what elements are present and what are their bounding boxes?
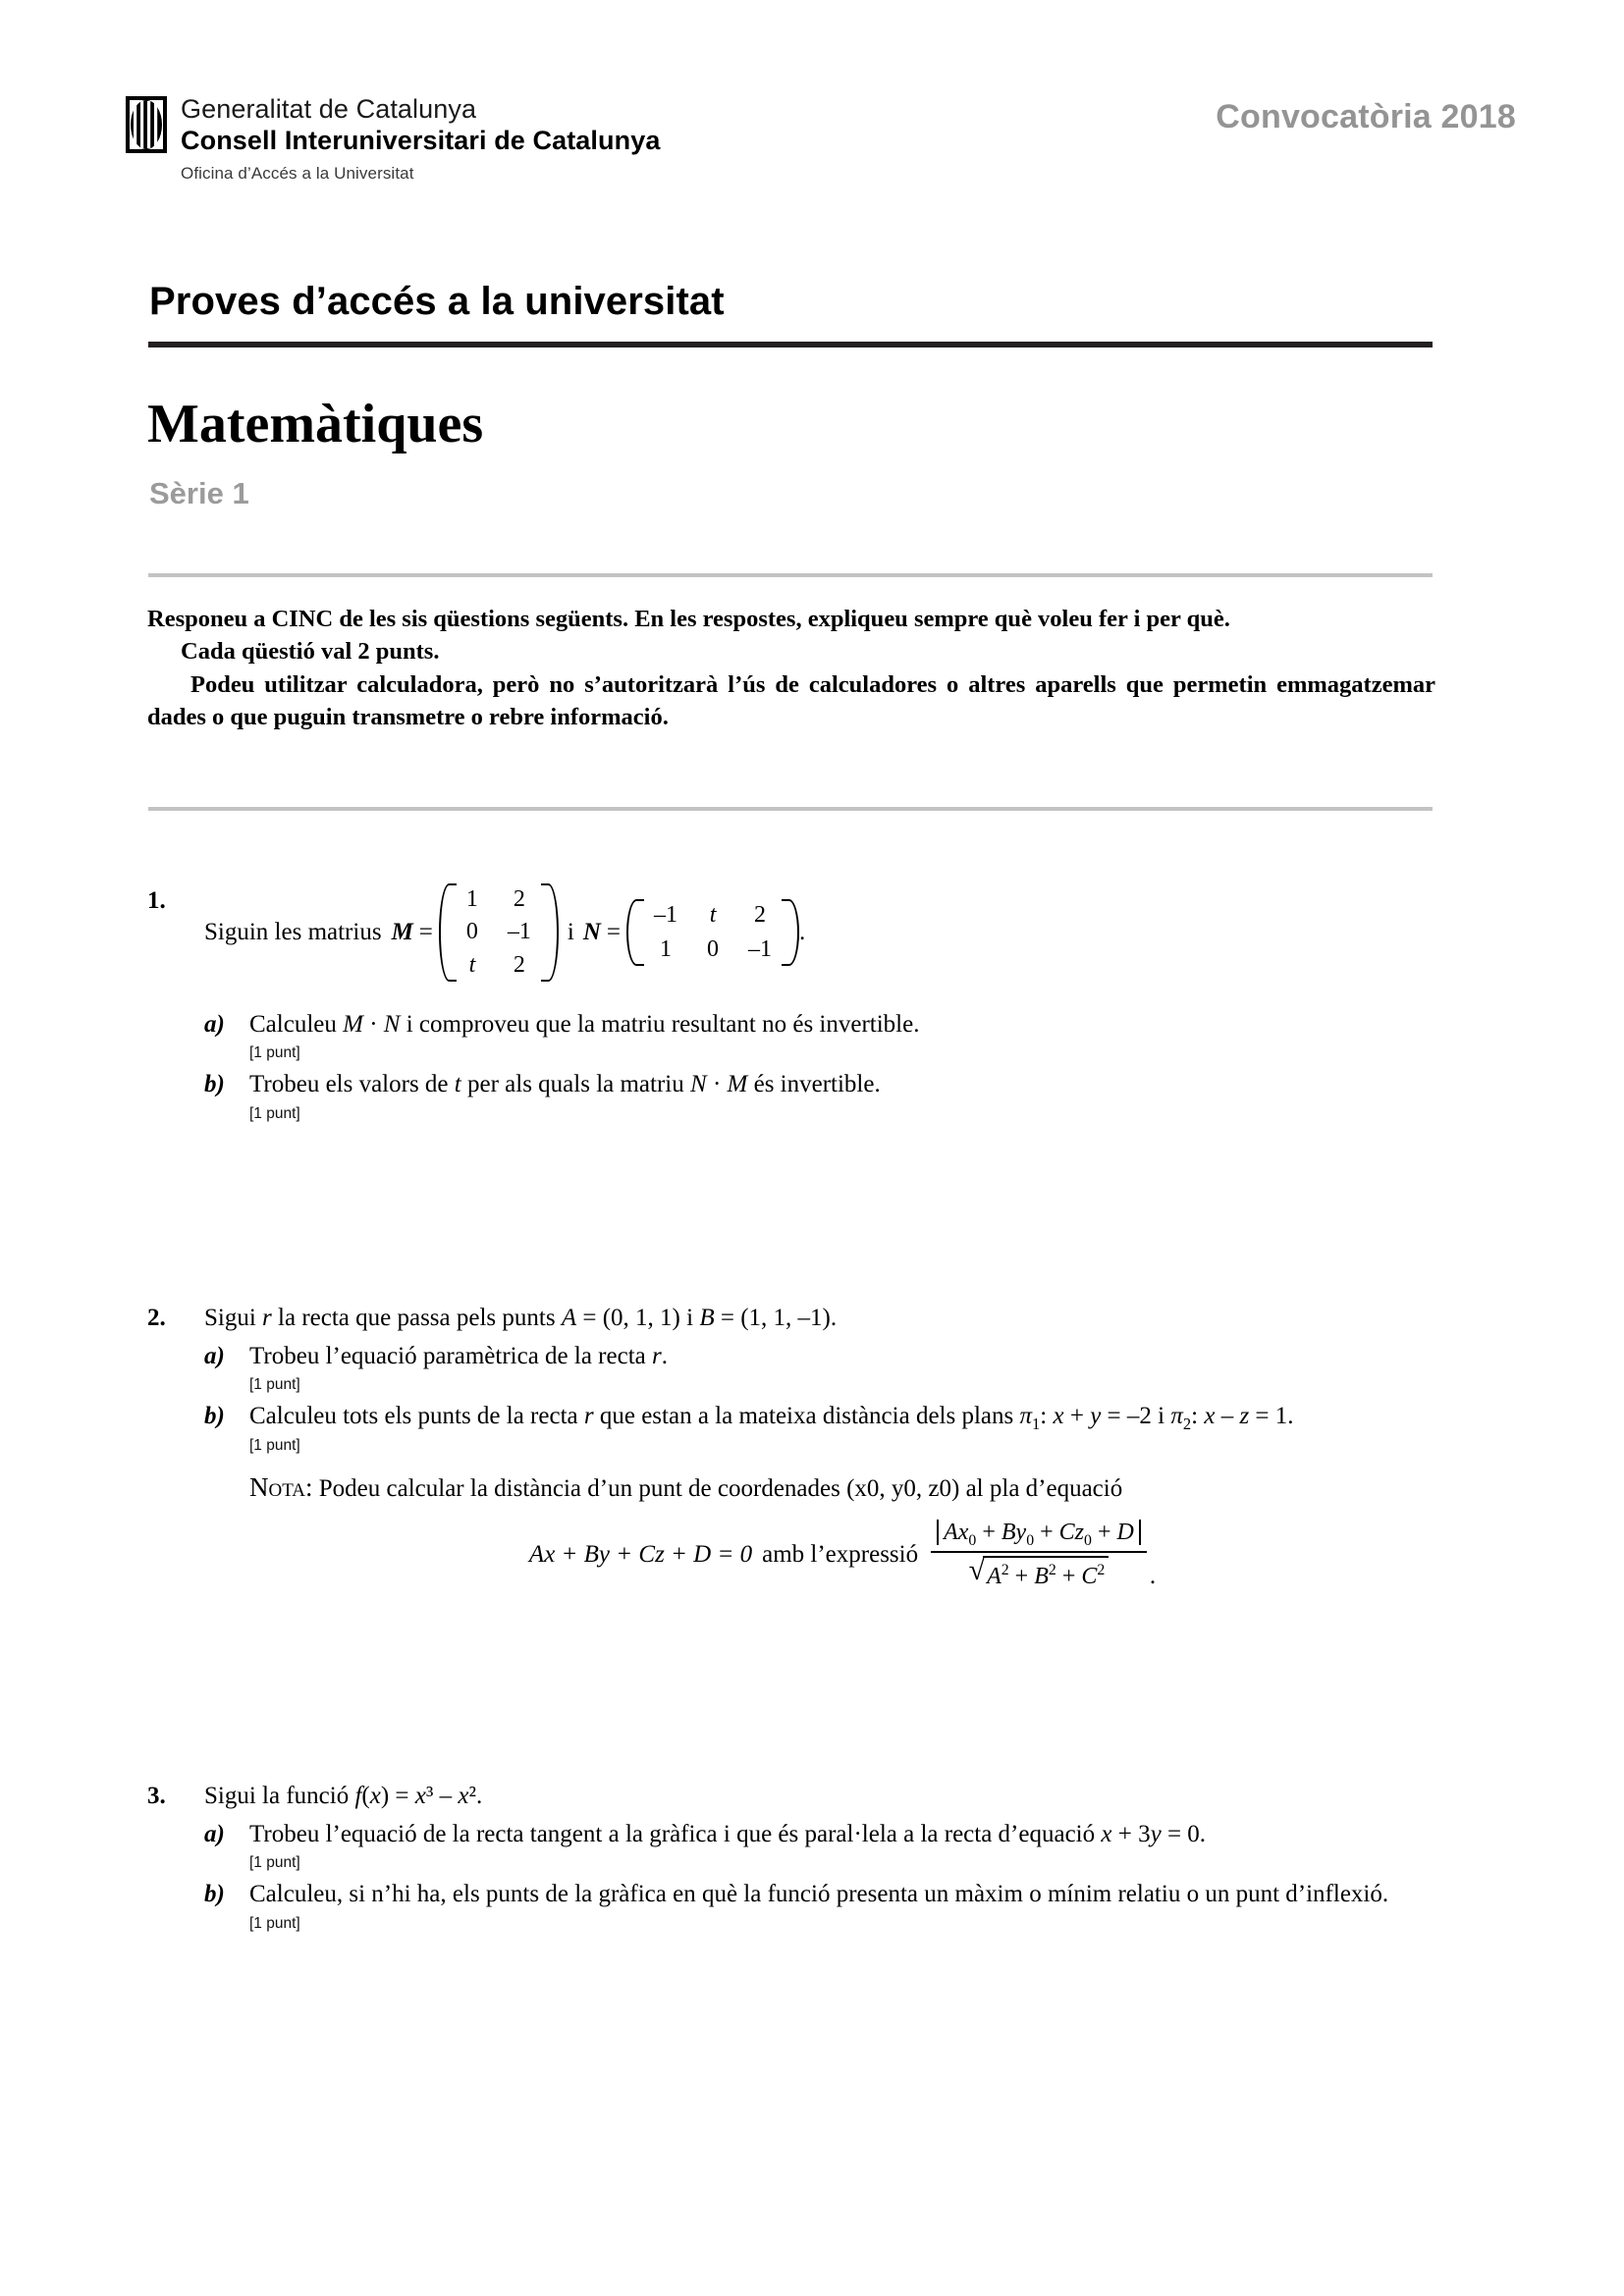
matrix-N-cell: t [709,901,717,928]
org-line-oficina: Oficina d’Accés a la Universitat [181,164,414,184]
matrix-N-paren-right [782,899,799,967]
matrix-N-cell: 1 [660,935,673,962]
question-1-stem-text: Siguin les matrius [204,919,382,946]
instruction-line-1: Responeu a CINC de les sis qüestions següents. En les respostes, expliqueu sempre què voleu fer i per què. [147,606,1230,632]
matrix-M-cell: 0 [465,919,478,945]
matrix-M [439,883,559,982]
note-text-pre: Podeu calcular la distància d’un punt de coordenades (x0, y0, z0) al pla d’equació [318,1474,1123,1502]
matrix-N [626,899,799,967]
question-2-stem: Sigui r la recta que passa pels punts A = (0, 1, 1) i B = (1, 1, –1). [204,1305,838,1331]
question-3a-label: a) [204,1820,225,1847]
question-1a-points: [1 punt] [249,1044,300,1062]
question-3b-points: [1 punt] [249,1914,300,1932]
note-formula [249,1516,1435,1593]
question-1-stem-period: . [799,919,806,946]
question-2a-points: [1 punt] [249,1376,300,1393]
question-1b-text: Trobeu els valors de t per als quals la matriu N · M és invertible. [249,1071,881,1098]
matrix-N-label: N [582,919,601,946]
note-text-mid: amb l’expressió [762,1540,919,1568]
organization-block [126,94,660,184]
document-header [126,94,1516,184]
note-period: . [1149,1562,1157,1589]
question-1a-text: Calculeu M · N i comproveu que la matriu resultant no és invertible. [249,1010,920,1038]
question-3a-text: Trobeu l’equació de la recta tangent a la gràfica i que és paral·lela a la recta d’equació x + 3y = 0. [249,1820,1207,1847]
subject-title: Matemàtiques [147,394,484,454]
question-1-conjunction: i [567,919,574,946]
question-3b [204,1877,1435,1935]
matrix-M-cell: 1 [465,886,478,912]
instructions-divider-bottom [148,807,1433,811]
note-label: Nota: [249,1471,313,1502]
matrix-N-equals: = [606,919,622,946]
question-2a [204,1339,1435,1397]
matrix-M-grid [457,883,541,982]
matrix-N-cell: –1 [748,935,773,962]
fraction-denominator: √ $A^2 + B^2 + C^2$ [963,1553,1115,1593]
question-3 [147,1779,1435,1935]
matrix-N-paren-left [626,899,644,967]
instructions-divider-top [148,573,1433,577]
question-1 [147,883,1435,1125]
question-3b-label: b) [204,1881,225,1907]
question-2b [204,1399,1435,1457]
matrix-N-grid [644,899,782,967]
question-2b-label: b) [204,1403,225,1429]
question-1-number: 1. [147,887,166,914]
question-1b [204,1067,1435,1125]
question-3a [204,1817,1435,1875]
generalitat-catalunya-emblem-icon [126,96,167,153]
question-1-stem [204,883,1435,982]
instructions-block [147,603,1435,733]
question-3-stem: Sigui la funció f(x) = x³ – x². [204,1783,483,1809]
matrix-M-paren-left [439,883,457,982]
instruction-line-3: Podeu utilitzar calculadora, però no s’autoritzarà l’ús de calculadores o altres aparells que permetin emmagatzemar dades o que puguin transmetre o rebre informació. [147,670,1435,730]
question-3a-points: [1 punt] [249,1854,300,1871]
question-1a [204,1007,1435,1065]
question-2-note [249,1468,1435,1594]
matrix-N-cell: 0 [707,935,720,962]
matrix-M-cell: t [468,951,476,978]
matrix-M-cell: 2 [513,886,525,912]
question-2 [147,1301,1435,1593]
question-3-number: 3. [147,1783,166,1809]
question-3b-text: Calculeu, si n’hi ha, els punts de la gràfica en què la funció presenta un màxim o mínim relatiu o un punt d’inflexió. [249,1881,1389,1907]
org-line-consell: Consell Interuniversitari de Catalunya [181,126,661,156]
question-2a-text: Trobeu l’equació paramètrica de la recta r. [249,1342,668,1369]
question-2-body [204,1301,1435,1593]
title-divider-dark [148,342,1433,347]
matrix-M-equals: = [418,919,433,946]
matrix-N-cell: 2 [754,901,767,928]
matrix-N-cell: –1 [654,901,678,928]
organization-names [181,94,660,184]
distance-fraction [931,1516,1147,1593]
matrix-M-label: M [391,919,413,946]
fraction-numerator: $Ax_0 + By_0 + Cz_0 + D$ [931,1516,1147,1551]
question-1-body [204,883,1435,1125]
question-2a-label: a) [204,1342,225,1369]
org-line-generalitat: Generalitat de Catalunya [181,94,477,124]
question-1b-points: [1 punt] [249,1104,300,1122]
question-3-body [204,1779,1435,1935]
question-2b-points: [1 punt] [249,1436,300,1454]
matrix-M-cell: 2 [513,951,525,978]
question-2-number: 2. [147,1305,166,1331]
convocatoria-label: Convocatòria 2018 [1216,98,1516,135]
question-2b-text: Calculeu tots els punts de la recta r que estan a la mateixa distància dels plans $\pi_1$: x + y = –2 i $\pi_2$: x – z = 1. [249,1403,1294,1433]
question-1b-label: b) [204,1071,225,1098]
instruction-line-2: Cada qüestió val 2 punts. [181,638,440,666]
matrix-M-cell: –1 [507,919,531,945]
question-1a-label: a) [204,1010,225,1038]
matrix-M-paren-right [541,883,559,982]
page-title: Proves d’accés a la universitat [149,280,725,323]
series-label: Sèrie 1 [149,476,249,510]
note-plane-equation: Ax + By + Cz + D = 0 [528,1540,753,1568]
